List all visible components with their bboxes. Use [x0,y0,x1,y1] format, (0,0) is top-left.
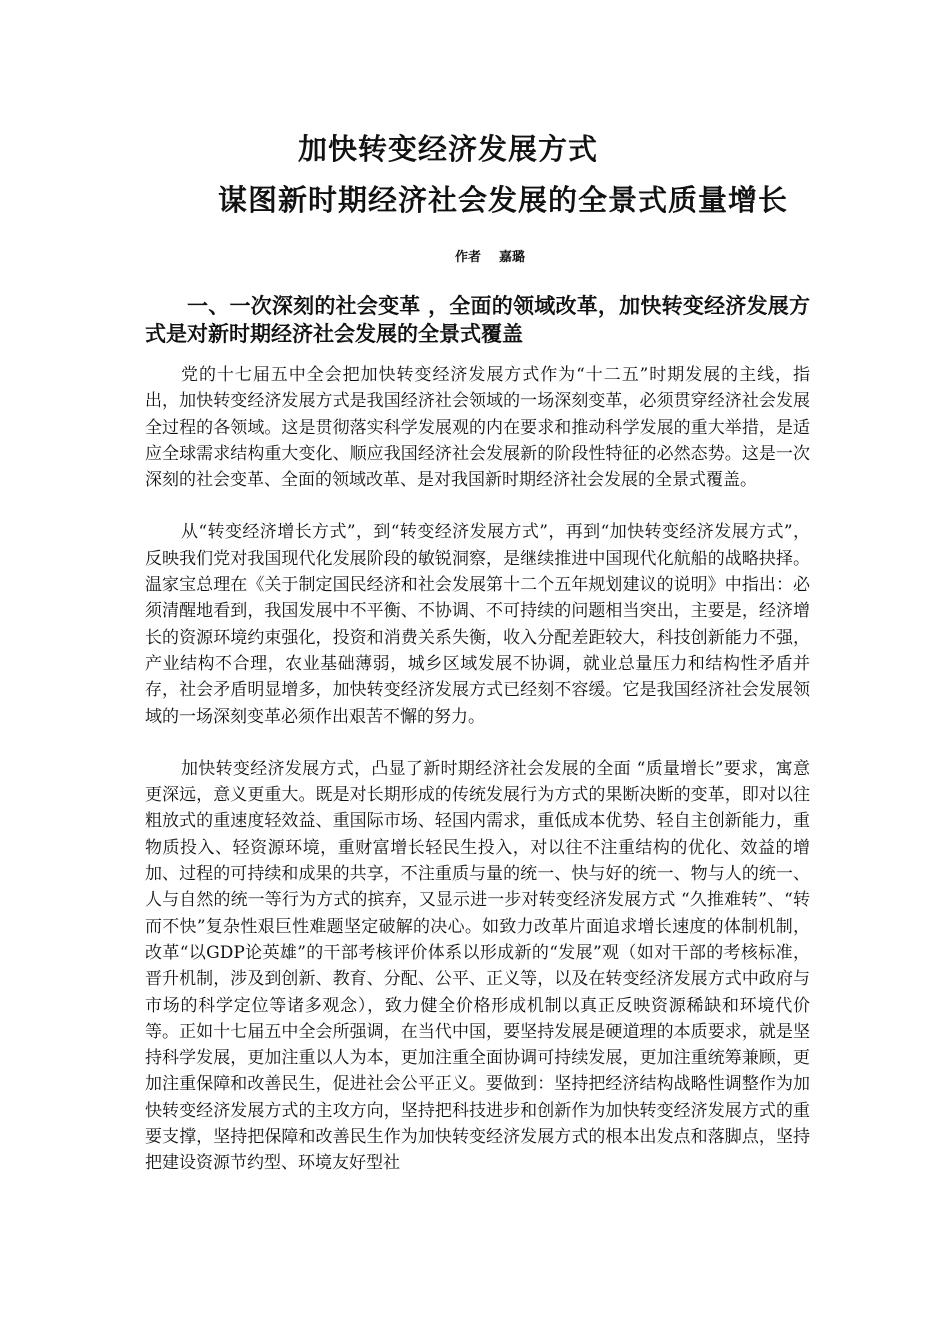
paragraph: 从“转变经济增长方式”，到“转变经济发展方式”，再到“加快转变经济发展方式”，反映我们党对我国现代化发展阶段的敏锐洞察，是继续推进中国现代化航船的战略抉择。温家宝总理在《关于制定国民经济和社会发展第十二个五年规划建议的说明》中指出：必须清醒地看到，我国发展中不平衡、不协调、不可持续的问题相当突出，主要是，经济增长的资源环境约束强化，投资和消费关系失衡，收入分配差距较大，科技创新能力不强，产业结构不合理，农业基础薄弱，城乡区域发展不协调，就业总量压力和结构性矛盾并存，社会矛盾明显增多，加快转变经济发展方式已经刻不容缓。它是我国经济社会发展领域的一场深刻变革必须作出艰苦不懈的努力。 [145,522,810,727]
body-text [145,362,810,1203]
author-name: 嘉璐 [499,250,526,265]
title-line-1: 加快转变经济发展方式 [298,132,599,166]
section-heading: 一、一次深刻的社会变革 ，全面的领域改革，加快转变经济发展方式是对新时期经济社会发展的全景式覆盖 [145,294,810,346]
author-label: 作者 [454,250,481,265]
paragraph: 加快转变经济发展方式，凸显了新时期经济社会发展的全面 “质量增长”要求，寓意更深远，意义更重大。既是对长期形成的传统发展行为方式的果断决断的变革，即对以往粗放式的重速度轻效益、重国际市场、轻国内需求，重低成本优势、轻自主创新能力，重物质投入、轻资源环境，重财富增长轻民生投入，对以往不注重结构的优化、效益的增加、过程的可持续和成果的共享，不注重质与量的统一、快与好的统一、物与人的统一、人与自然的统一等行为方式的摈弃，又显示进一步对转变经济发展方式 “久推难转”、“转而不快”复杂性艰巨性难题坚定破解的决心。如致力改革片面追求增长速度的体制机制，改革“以GDP论英雄”的干部考核评价体系以形成新的“发展”观（如对干部的考核标准，晋升机制，涉及到创新、教育、分配、公平、正义等，以及在转变经济发展方式中政府与市场的科学定位等诸多观念），致力健全价格形成机制以真正反映资源稀缺和环境代价等。正如十七届五中全会所强调，在当代中国，要坚持发展是硬道理的本质要求，就是坚持科学发展，更加注重以人为本，更加注重全面协调可持续发展，更加注重统筹兼顾，更加注重保障和改善民生，促进社会公平正义。要做到：坚持把经济结构战略性调整作为加快转变经济发展方式的主攻方向，坚持把科技进步和创新作为加快转变经济发展方式的重要支撑，坚持把保障和改善民生作为加快转变经济发展方式的根本出发点和落脚点，坚持把建设资源节约型、环境友好型社 [145,758,810,1174]
byline [0,249,950,267]
paragraph: 党的十七届五中全会把加快转变经济发展方式作为“十二五”时期发展的主线，指出，加快转变经济发展方式是我国经济社会领域的一场深刻变革，必须贯穿经济社会发展全过程的各领域。这是贯彻落实科学发展观的内在要求和推动科学发展的重大举措，是适应全球需求结构重大变化、顺应我国经济社会发展新的阶段性特征的必然态势。这是一次深刻的社会变革、全面的领域改革、是对我国新时期经济社会发展的全景式覆盖。 [145,365,810,491]
title-line-2: 谋图新时期经济社会发展的全景式质量增长 [218,183,789,217]
